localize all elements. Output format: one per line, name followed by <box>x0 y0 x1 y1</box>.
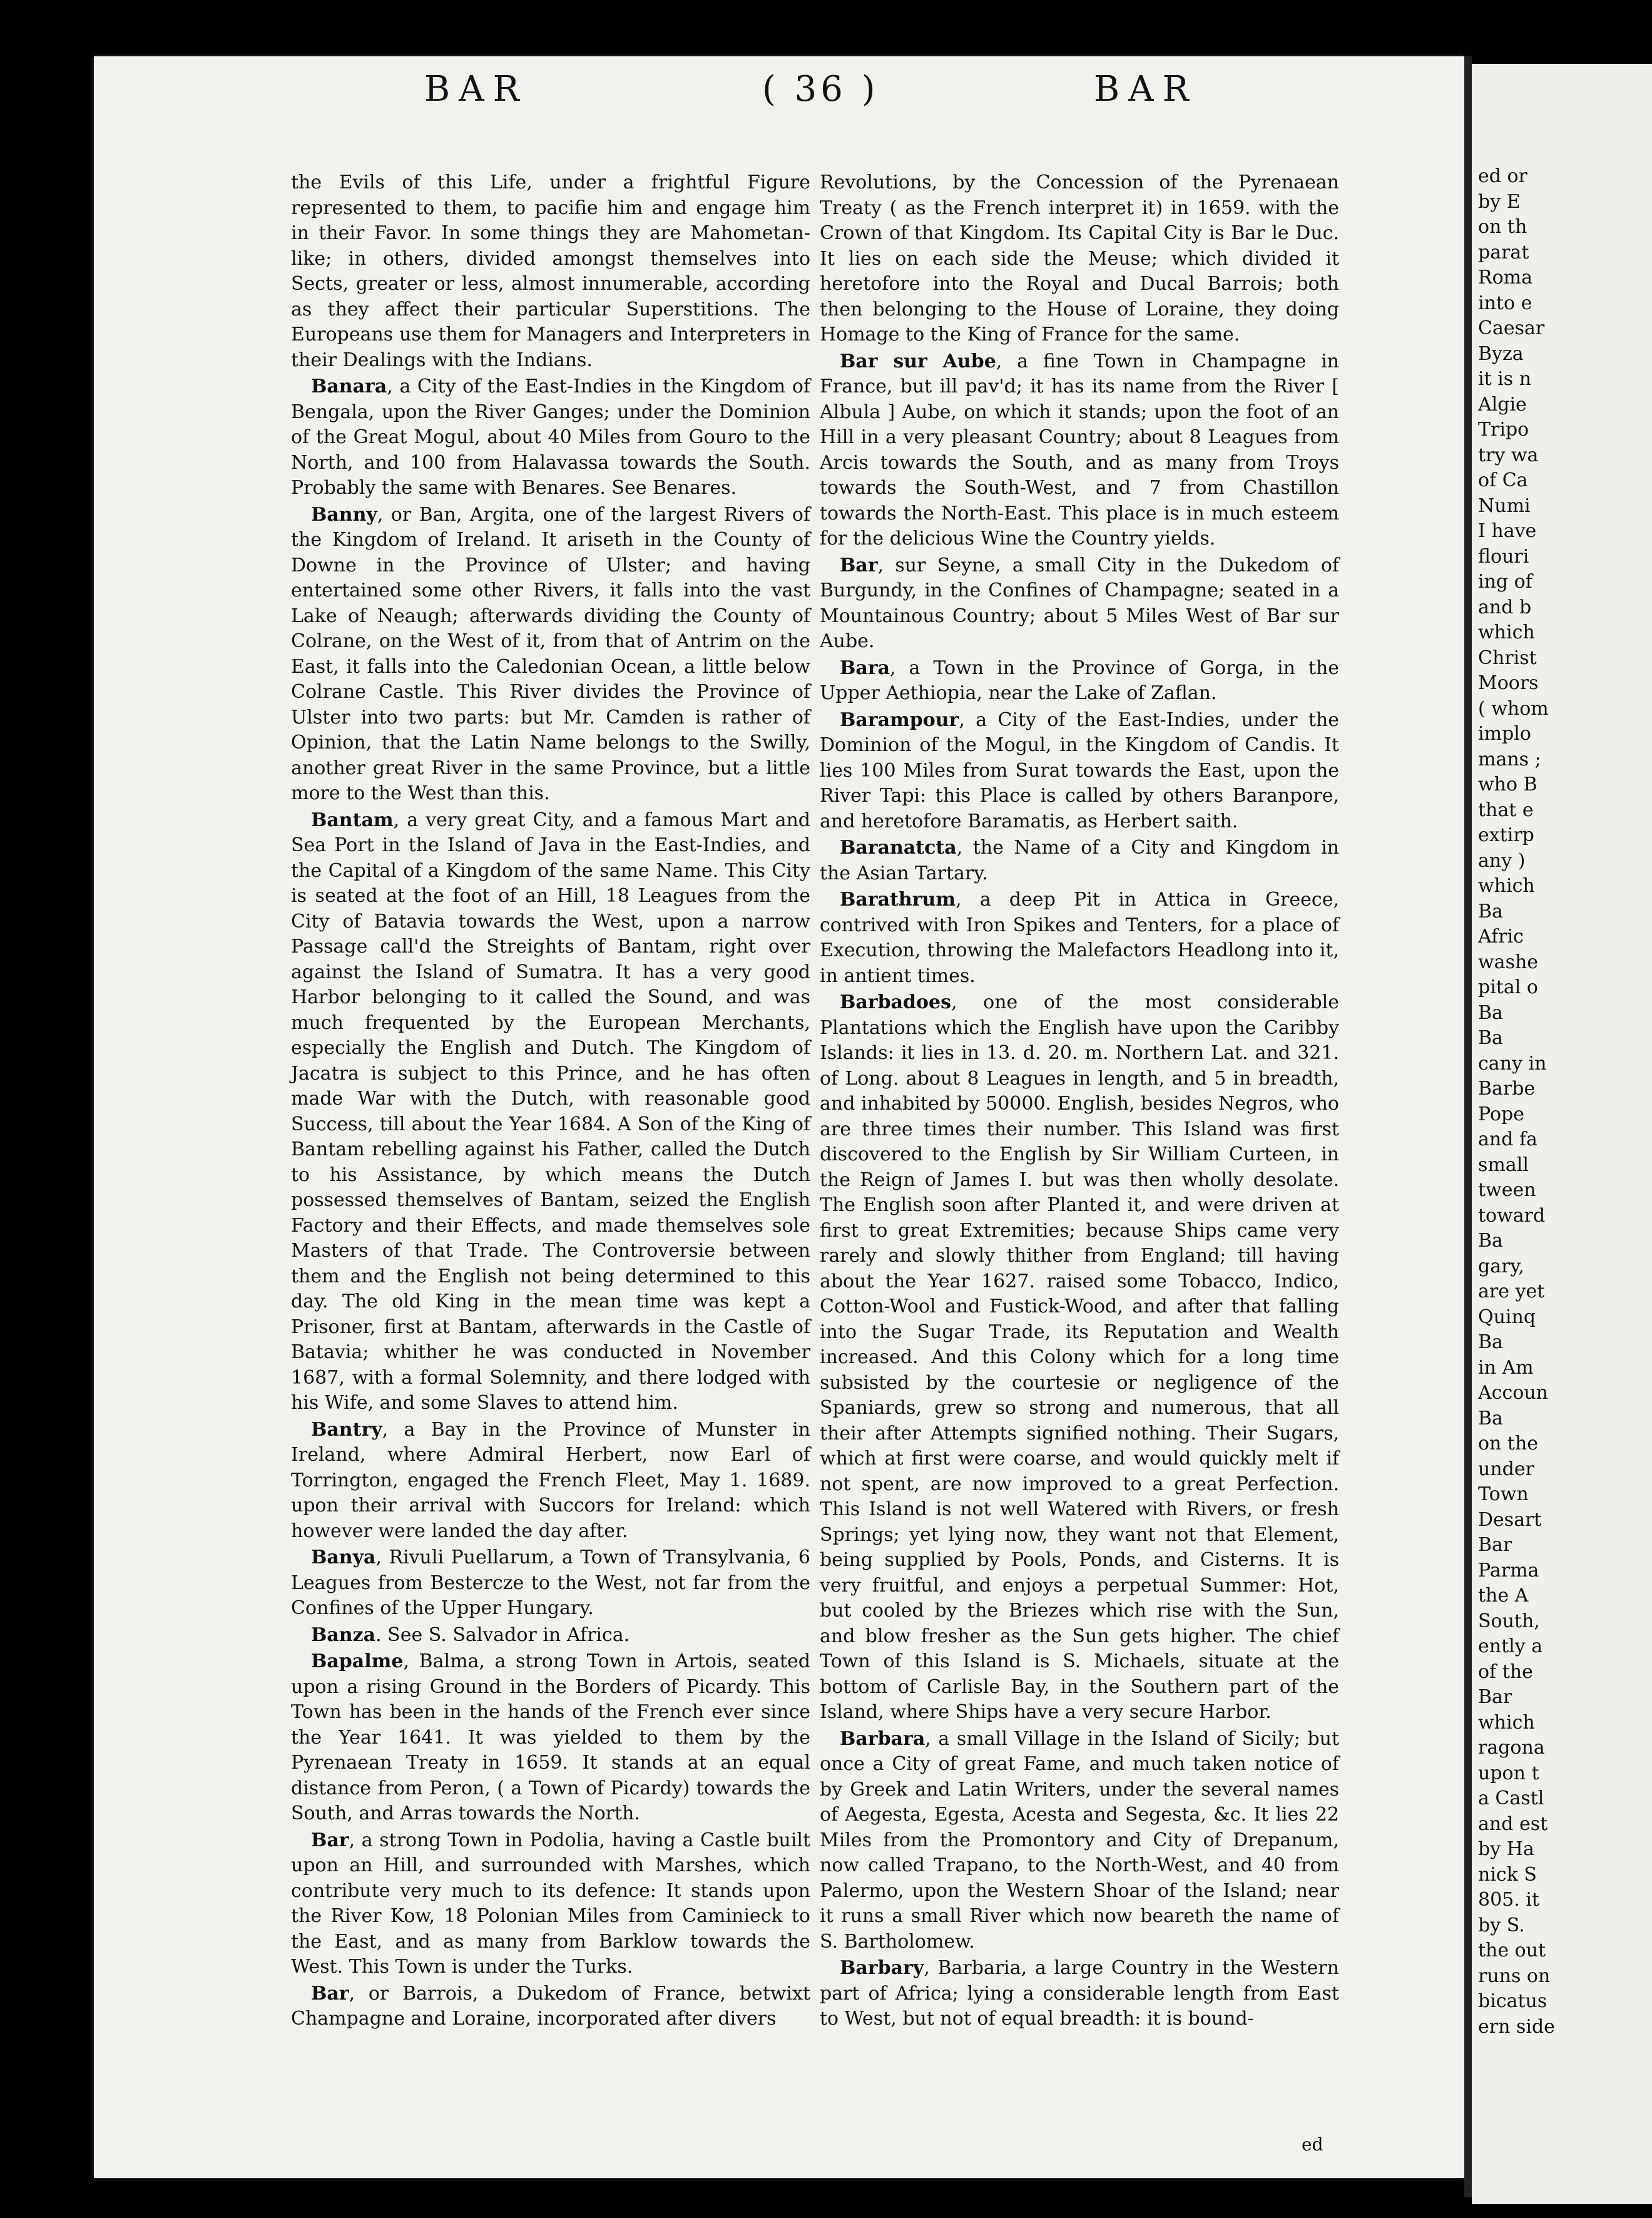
fragment-line: which <box>1478 621 1535 643</box>
fragment-line: ing of <box>1478 571 1532 593</box>
page-number: ( 36 ) <box>762 69 879 110</box>
fragment-line: Ba <box>1478 1001 1503 1024</box>
fragment-line: Byza <box>1478 342 1524 365</box>
entry-paragraph: Bar, sur Seyne, a small City in the Dukedom of Burgundy, in the Confines of Champagne; seated in a Mountainous Country; about 5 Miles West of Bar sur Aube. <box>820 554 1339 652</box>
fragment-line: that e <box>1478 799 1534 821</box>
headword: Baranatcta <box>840 837 957 859</box>
fragment-line: gary, <box>1478 1255 1524 1277</box>
fragment-line: it is n <box>1478 368 1532 390</box>
headword: Barbadoes <box>840 991 951 1013</box>
entry-paragraph: Bar, or Barrois, a Dukedom of France, betwixt Champagne and Loraine, incorporated after divers <box>291 1982 810 2030</box>
fragment-line: Bar <box>1478 1686 1512 1708</box>
entry-paragraph: Barbary, Barbaria, a large Country in the Western part of Africa; lying a considerable length from East to West, but not of equal breadth: it is bound- <box>820 1957 1339 2030</box>
fragment-line: Ba <box>1478 1027 1503 1049</box>
headword: Banara <box>311 376 387 397</box>
fragment-line: ently a <box>1478 1635 1543 1657</box>
entry-paragraph: Revolutions, by the Concession of the Pyrenaean Treaty ( as the French interpret it) in 1659. with the Crown of that Kingdom. Its Capital City is Bar le Duc. It lies on each side the Meuse; which divided it heretofore into the Royal and Ducal Barrois; both then belonging to the House of Loraine, they doing Homage to the King of France for the same. <box>820 171 1339 345</box>
fragment-line: upon t <box>1478 1762 1539 1784</box>
fragment-line: 805. it <box>1478 1889 1539 1911</box>
fragment-line: Algie <box>1478 393 1527 416</box>
left-column <box>291 170 810 2033</box>
entry-paragraph: the Evils of this Life, under a frightful Figure represented to them, to pacifie him and engage him in their Favor. In some things they are Mahometan-like; in others, divided amongst themselves into Sects, greater or less, almost innumerable, according as they affect their particular Superstitions. The Europeans use them for Managers and Interpreters in their Dealings with the Indians. <box>291 171 810 371</box>
fragment-line: under <box>1478 1458 1534 1480</box>
fragment-line: Ba <box>1478 1331 1503 1353</box>
fragment-line: Town <box>1478 1483 1529 1505</box>
fragment-line: parat <box>1478 241 1529 263</box>
entry-paragraph: Bara, a Town in the Province of Gorga, in the Upper Aethiopia, near the Lake of Zaflan. <box>820 657 1339 704</box>
fragment-line: I have <box>1478 520 1537 542</box>
fragment-line: ragona <box>1478 1737 1545 1759</box>
fragment-line: and b <box>1478 596 1532 618</box>
entry-paragraph: Baranatcta, the Name of a City and Kingdom in the Asian Tartary. <box>820 837 1339 884</box>
fragment-line: which <box>1478 875 1535 897</box>
fragment-line: Desart <box>1478 1508 1542 1531</box>
fragment-line: Ba <box>1478 900 1503 922</box>
headword: Banza <box>311 1623 376 1646</box>
fragment-line: Barbe <box>1478 1078 1536 1100</box>
right-column <box>820 170 1339 2033</box>
headword: Bar <box>311 1829 349 1851</box>
fragment-line: are yet <box>1478 1280 1545 1302</box>
headword: Barbara <box>840 1727 925 1750</box>
fragment-line: small <box>1478 1153 1529 1176</box>
entry-paragraph: Bar sur Aube, a fine Town in Champagne in France, but ill pav'd; it has its name from the River [ Albula ] Aube, on which it stands; upon the foot of an Hill in a very pleasant Country; about 8 Leagues from Arcis towards the South, and as many from Troys towards the South-West, and 7 from Chastillon towards the North-East. This place is in much esteem for the delicious Wine the Country yields. <box>820 350 1339 549</box>
fragment-line: Christ <box>1478 646 1537 669</box>
running-head-left: BAR <box>424 69 528 110</box>
fragment-line: pital o <box>1478 976 1538 998</box>
headword: Barampour <box>840 708 959 731</box>
entry-paragraph: Barampour, a City of the East-Indies, under the Dominion of the Mogul, in the Kingdom of Candis. It lies 100 Miles from Surat towards the East, upon the River Tapi: this Place is called by others Baranpore, and heretofore Baramatis, as Herbert saith. <box>820 708 1339 832</box>
fragment-line: washe <box>1478 951 1539 973</box>
fragment-line: ( whom <box>1478 697 1549 720</box>
headword: Banny <box>311 503 377 526</box>
fragment-line: toward <box>1478 1204 1546 1227</box>
headword: Bar <box>840 554 878 576</box>
entry-paragraph: Banny, or Ban, Argita, one of the largest Rivers of the Kingdom of Ireland. It ariseth in the County of Downe in the Province of Ulster; and having entertained some other Rivers, it falls into the vast Lake of Neaugh; afterwards dividing the County of Colrane, on the West of it, from that of Antrim on the East, it falls into the Caledonian Ocean, a little below Colrane Castle. This River divides the Province of Ulster into two parts: but Mr. Camden is rather of Opinion, that the Latin Name belongs to the Swilly, another great River in the same Province, but a little more to the West than this. <box>291 503 810 804</box>
fragment-line: Accoun <box>1478 1382 1548 1404</box>
page-gutter <box>1464 56 1472 2197</box>
entry-paragraph: Banya, Rivuli Puellarum, a Town of Transylvania, 6 Leagues from Bestercze to the West, not far from the Confines of the Upper Hungary. <box>291 1546 810 1619</box>
fragment-line: try wa <box>1478 444 1539 466</box>
fragment-line: Caesar <box>1478 317 1545 339</box>
fragment-line: extirp <box>1478 824 1534 846</box>
fragment-line: any ) <box>1478 849 1526 872</box>
entry-paragraph: Banara, a City of the East-Indies in the Kingdom of Bengala, upon the River Ganges; under the Dominion of the Great Mogul, about 40 Miles from Gouro to the North, and 100 from Halavassa towards the South. Probably the same with Benares. See Benares. <box>291 376 810 499</box>
entry-paragraph: Bantry, a Bay in the Province of Munster in Ireland, where Admiral Herbert, now Earl of Torrington, engaged the French Fleet, May 1. 1689. upon their arrival with Succors for Ireland: which however were landed the day after. <box>291 1418 810 1542</box>
entry-paragraph: Barathrum, a deep Pit in Attica in Greece, contrived with Iron Spikes and Tenters, for a place of Execution, throwing the Malefactors Headlong into it, in antient times. <box>820 889 1339 987</box>
fragment-line: into e <box>1478 292 1532 314</box>
entry-paragraph: Banza. See S. Salvador in Africa. <box>311 1623 630 1646</box>
fragment-line: ed or <box>1478 165 1527 187</box>
entry-paragraph: Bapalme, Balma, a strong Town in Artois, seated upon a rising Ground in the Borders of Picardy. This Town has been in the hands of the French ever since the Year 1641. It was yielded to them by the Pyrenaean Treaty in 1659. It stands at an equal distance from Peron, ( a Town of Picardy) towards the South, and Arras towards the North. <box>291 1650 810 1824</box>
headword: Bara <box>840 657 890 679</box>
fragment-line: cany in <box>1478 1052 1547 1075</box>
headword: Bantry <box>311 1418 382 1441</box>
fragment-line: flouri <box>1478 545 1529 568</box>
fragment-line: by S. <box>1478 1914 1525 1936</box>
fragment-line: who B <box>1478 774 1537 795</box>
headword: Bapalme <box>311 1650 404 1672</box>
entry-paragraph: Barbara, a small Village in the Island of Sicily; but once a City of great Fame, and much taken notice of by Greek and Latin Writers, under the several names of Aegesta, Egesta, Acesta and Segesta, &c. It lies 22 Miles from the Promontory and City of Drepanum, now called Trapano, to the North-West, and 40 from Palermo, upon the Western Shoar of the Island; near it runs a small River which now beareth the name of S. Bartholomew. <box>820 1727 1339 1953</box>
fragment-line: nick S <box>1478 1863 1537 1886</box>
fragment-line: on th <box>1478 216 1527 238</box>
fragment-line: Afric <box>1478 926 1524 948</box>
headword: Barbary <box>840 1957 924 1979</box>
headword: Banya <box>311 1546 376 1568</box>
next-page-text-fragment <box>1478 164 1650 2040</box>
fragment-line: in Am <box>1478 1356 1534 1379</box>
fragment-line: Parma <box>1478 1559 1539 1582</box>
entry-paragraph: Bar, a strong Town in Podolia, having a Castle built upon an Hill, and surrounded with Marshes, which contribute very much to its defence: It stands upon the River Kow, 18 Polonian Miles from Caminieck to the East, and as many from Barklow towards the West. This Town is under the Turks. <box>291 1829 810 1978</box>
fragment-line: of Ca <box>1478 469 1528 491</box>
fragment-line: Tripo <box>1478 419 1529 441</box>
fragment-line: Roma <box>1478 267 1532 289</box>
fragment-line: Ba <box>1478 1230 1503 1252</box>
fragment-line: of the <box>1478 1660 1533 1683</box>
fragment-line: runs on <box>1478 1965 1551 1987</box>
entry-paragraph: Barbadoes, one of the most considerable Plantations which the English have upon the Caribby Islands: it lies in 13. d. 20. m. Northern Lat. and 321. of Long. about 8 Leagues in length, and 5 in breadth, and inhabited by 50000. English, besides Negros, who are three times their number. This Island was first discovered to the English by Sir William Curteen, in the Reign of James I. but was then wholly desolate. The English soon after Planted it, and were driven at first to great Extremities; because Ships came very rarely and slowly thither from England; till having about the Year 1627. raised some Tobacco, Indico, Cotton-Wool and Fustick-Wood, and after that falling into the Sugar Trade, its Reputation and Wealth increased. And this Colony which for a long time subsisted by the courtesie or negligence of the Spaniards, grew so strong and numerous, that all their after Attempts signified nothing. Their Sugars, which at first were coarse, and would quickly melt if not spent, are now improved to a great Perfection. This Island is not well Watered with Rivers, or fresh Springs; yet lying now, they want not that Element, being supplied by Pools, Ponds, and Cisterns. It is very fruitful, and enjoys a perpetual Summer: Hot, but cooled by the Briezes which rise with the Sun, and blow fresher as the Sun gets higher. The chief Town of this Island is S. Michaels, situate at the bottom of Carlisle Bay, in the Southern part of the Island, where Ships have a very secure Harbor. <box>820 991 1339 1723</box>
fragment-line: Pope <box>1478 1103 1524 1125</box>
fragment-line: Numi <box>1478 494 1531 517</box>
fragment-line: on the <box>1478 1433 1539 1454</box>
entry-paragraph: Bantam, a very great City, and a famous Mart and Sea Port in the Island of Java in the East-Indies, and the Capital of a Kingdom of the same Name. This City is seated at the foot of an Hill, 18 Leagues from the City of Batavia towards the West, upon a narrow Passage call'd the Streights of Bantam, right over against the Island of Sumatra. It has a very good Harbor belonging to it called the Sound, and was much frequented by the European Merchants, especially the English and Dutch. The Kingdom of Jacatra is subject to this Prince, and he has often made War with the Dutch, with reasonable good Success, till about the Year 1684. A Son of the King of Bantam rebelling against his Father, called the Dutch to his Assistance, by which means the Dutch possessed themselves of Bantam, seized the English Factory and their Effects, and made themselves sole Masters of that Trade. The Controversie between them and the English not being determined to this day. The old King in the mean time was kept a Prisoner, first at Bantam, afterwards in the Castle of Batavia; whither he was conducted in November 1687, with a formal Solemnity, and there lodged with his Wife, and some Slaves to attend him. <box>291 809 810 1414</box>
fragment-line: ern side <box>1478 2015 1555 2038</box>
fragment-line: and est <box>1478 1812 1548 1835</box>
headword: Bar <box>311 1982 349 2005</box>
headword: Bantam <box>311 809 394 831</box>
catchword: ed <box>1302 2134 1323 2155</box>
fragment-line: South, <box>1478 1610 1540 1632</box>
headword: Bar sur Aube <box>840 350 996 372</box>
headword: Barathrum <box>840 889 956 911</box>
fragment-line: tween <box>1478 1179 1536 1201</box>
fragment-line: Moors <box>1478 672 1539 694</box>
fragment-line: bicatus <box>1478 1990 1547 2012</box>
fragment-line: the out <box>1478 1939 1546 1961</box>
fragment-line: Ba <box>1478 1407 1503 1429</box>
fragment-line: implo <box>1478 723 1531 745</box>
fragment-line: the A <box>1478 1585 1529 1607</box>
fragment-line: and fa <box>1478 1128 1537 1150</box>
fragment-line: a Castl <box>1478 1787 1544 1809</box>
fragment-line: Bar <box>1478 1534 1512 1556</box>
fragment-line: which <box>1478 1711 1535 1734</box>
running-head-right: BAR <box>1094 69 1198 110</box>
fragment-line: mans ; <box>1478 748 1541 770</box>
fragment-line: by E <box>1478 190 1521 213</box>
fragment-line: Quinq <box>1478 1306 1536 1328</box>
fragment-line: by Ha <box>1478 1838 1534 1860</box>
